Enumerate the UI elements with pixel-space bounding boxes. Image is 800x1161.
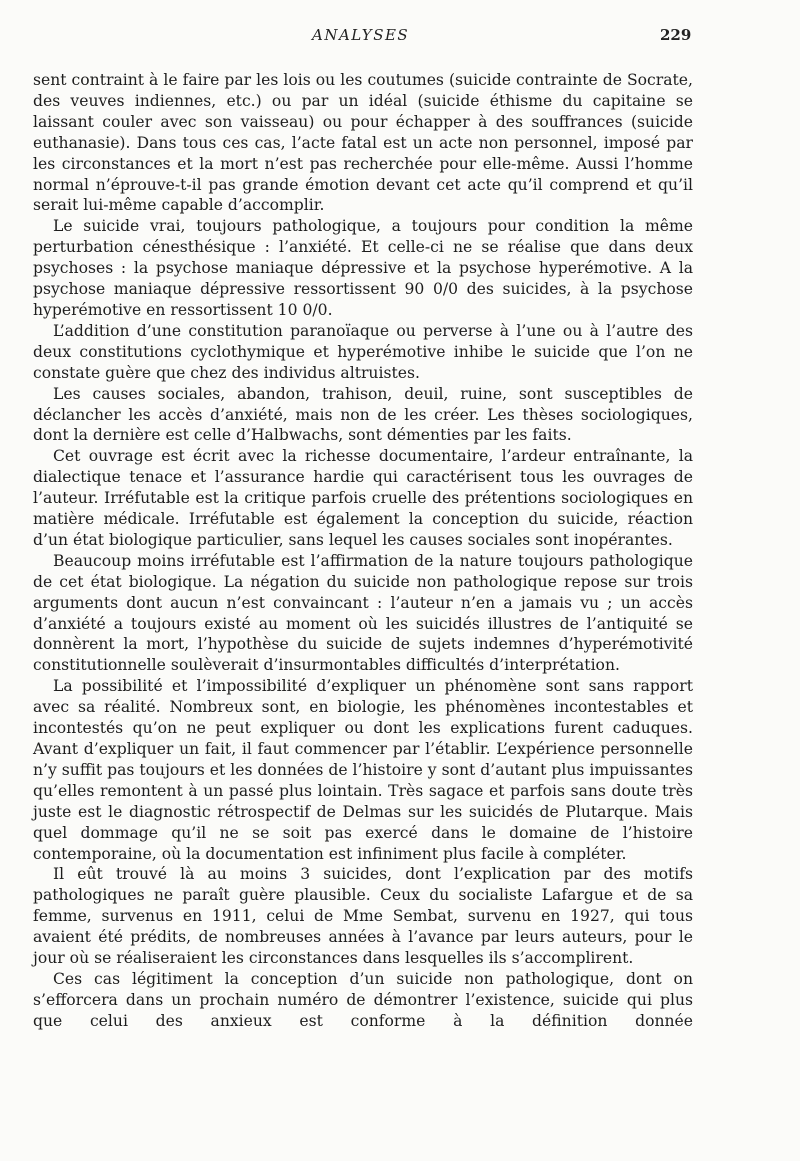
paragraph: sent contraint à le faire par les lois ou les coutumes (suicide contrainte de Socrate, des veuves indiennes, etc.) ou par un idéal (suicide éthisme du capitaine se laissant couler avec son vaisseau) ou pour échapper à des souffrances (suicide euthanasie). Dans tous ces cas, l’acte fatal est un acte non personnel, imposé par les circonstances et la mort n’est pas recherchée pour elle-même. Aussi l’homme normal n’éprouve-t-il pas grande émotion devant cet acte qu’il comprend et qu’il serait lui-même capable d’accomplir. [33,71,693,215]
page-number: 229 [660,26,692,44]
running-head [0,26,800,50]
paragraph: Ces cas légitiment la conception d’un suicide non pathologique, dont on s’efforcera dans un prochain numéro de démontrer l’existence, suicide qui plus que celui des anxieux est conforme à la définition donnée [33,969,693,1030]
paragraph: Il eût trouvé là au moins 3 suicides, dont l’explication par des motifs pathologiques ne paraît guère plausible. Ceux du socialiste Lafargue et de sa femme, survenus en 1911, celui de Mme Sembat, survenu en 1927, qui tous avaient été prédits, de nombreuses années à l’avance par leurs auteurs, pour le jour où se réaliseraient les circonstances dans lesquelles ils s’accomplirent. [33,865,693,968]
paragraph: Le suicide vrai, toujours pathologique, a toujours pour condition la même perturbation cénesthésique : l’anxiété. Et celle-ci ne se réalise que dans deux psychoses : la psychose maniaque dépressive et la psychose hyperémotive. A la psychose maniaque dépressive ressortissent 90 0/0 des suicides, à la psychose hyperémotive en ressortissent 10 0/0. [33,217,693,319]
paragraph: Beaucoup moins irréfutable est l’affirmation de la nature toujours pathologique de cet état biologique. La négation du suicide non pathologique repose sur trois arguments dont aucun n’est convaincant : l’auteur n’en a jamais vu ; un accès d’anxiété a toujours existé au moment où les suicidés illustres de l’antiquité se donnèrent la mort, l’hypothèse du suicide de sujets indemnes d’hyperémotivité constitutionnelle soulèverait d’insurmontables difficultés d’interprétation. [33,551,693,675]
paragraph: L’addition d’une constitution paranoïaque ou perverse à l’une ou à l’autre des deux constitutions cyclothymique et hyperémotive inhibe le suicide que l’on ne constate guère que chez des individus altruistes. [33,321,693,382]
paragraph: Cet ouvrage est écrit avec la richesse documentaire, l’ardeur entraînante, la dialectique tenace et l’assurance hardie qui caractérisent tous les ouvrages de l’auteur. Irréfutable est la critique parfois cruelle des prétentions sociologiques en matière médicale. Irréfutable est également la conception du suicide, réaction d’un état biologique particulier, sans lequel les causes sociales sont inopérantes. [33,447,693,549]
paragraph: Les causes sociales, abandon, trahison, deuil, ruine, sont susceptibles de déclancher les accès d’anxiété, mais non de les créer. Les thèses sociologiques, dont la dernière est celle d’Halbwachs, sont démenties par les faits. [33,384,693,445]
paragraph: La possibilité et l’impossibilité d’expliquer un phénomène sont sans rapport avec sa réalité. Nombreux sont, en biologie, les phénomènes incontestables et incontestés qu’on ne peut expliquer ou dont les explications furent caduques. Avant d’expliquer un fait, il faut commencer par l’établir. L’expérience personnelle n’y suffit pas toujours et les données de l’histoire y sont d’autant plus impuissantes qu’elles remontent à un passé plus lointain. Très sagace et parfois sans doute très juste est le diagnostic rétrospectif de Delmas sur les suicidés de Plutarque. Mais quel dommage qu’il ne se soit pas exercé dans le domaine de l’histoire contemporaine, où la documentation est infiniment plus facile à compléter. [33,677,693,863]
running-head-title: ANALYSES [312,26,410,44]
body-text [33,70,693,1032]
